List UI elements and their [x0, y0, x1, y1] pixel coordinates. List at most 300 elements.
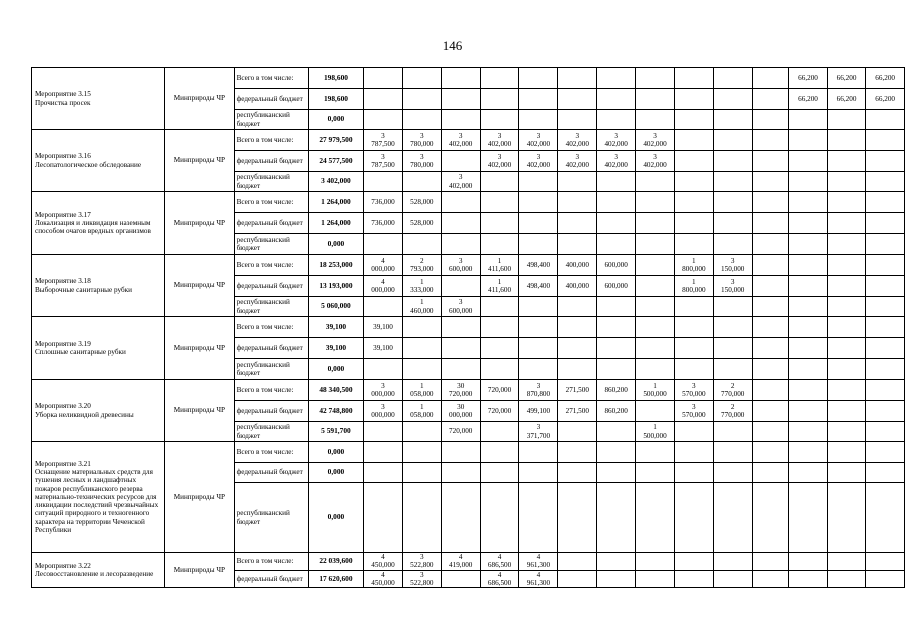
year-value: 3 570,000 [674, 401, 713, 422]
table-row [32, 442, 905, 463]
year-value [519, 89, 558, 110]
year-value [558, 463, 597, 483]
year-value [789, 380, 828, 401]
year-value [752, 553, 789, 571]
total-amount: 198,600 [308, 68, 363, 89]
year-value [827, 130, 866, 151]
year-value [713, 68, 752, 89]
measure-name: Мероприятие 3.19 Сплошные санитарные рубки [32, 317, 165, 380]
year-value [827, 255, 866, 276]
year-value [558, 213, 597, 234]
year-value [480, 213, 519, 234]
year-value: 3 402,000 [636, 151, 675, 172]
funding-source: федеральный бюджет [234, 401, 308, 422]
total-amount: 5 060,000 [308, 297, 363, 317]
year-value [713, 422, 752, 442]
year-value [866, 234, 905, 255]
year-value: 3 780,000 [402, 151, 441, 172]
year-value [827, 359, 866, 380]
year-value [674, 89, 713, 110]
year-value [480, 463, 519, 483]
year-value [713, 130, 752, 151]
year-value [713, 213, 752, 234]
year-value: 3 000,000 [364, 401, 403, 422]
year-value: 39,100 [364, 317, 403, 338]
year-value: 498,400 [519, 276, 558, 297]
year-value: 3 402,000 [558, 130, 597, 151]
year-value [827, 553, 866, 571]
year-value: 3 402,000 [519, 130, 558, 151]
year-value [441, 276, 480, 297]
year-value [597, 463, 636, 483]
year-value [597, 442, 636, 463]
year-value [713, 172, 752, 192]
funding-source: республиканский бюджет [234, 297, 308, 317]
year-value [674, 213, 713, 234]
executor-cell: Минприроды ЧР [165, 380, 234, 442]
year-value [364, 172, 403, 192]
funding-source: Всего в том числе: [234, 317, 308, 338]
year-value [789, 192, 828, 213]
year-value [674, 192, 713, 213]
year-value [866, 110, 905, 130]
year-value [789, 213, 828, 234]
year-value [597, 483, 636, 553]
measure-name: Мероприятие 3.20 Уборка неликвидной древесины [32, 380, 165, 442]
year-value [480, 172, 519, 192]
year-value: 499,100 [519, 401, 558, 422]
year-value [441, 442, 480, 463]
year-value [636, 442, 675, 463]
year-value [674, 317, 713, 338]
year-value [713, 442, 752, 463]
year-value: 1 460,000 [402, 297, 441, 317]
year-value [827, 213, 866, 234]
year-value [519, 192, 558, 213]
year-value [674, 172, 713, 192]
funding-source: Всего в том числе: [234, 192, 308, 213]
year-value: 66,200 [827, 68, 866, 89]
total-amount: 48 340,500 [308, 380, 363, 401]
year-value [866, 276, 905, 297]
year-value [519, 68, 558, 89]
year-value [752, 110, 789, 130]
year-value [752, 483, 789, 553]
year-value [674, 422, 713, 442]
year-value: 3 402,000 [636, 130, 675, 151]
year-value: 4 686,500 [480, 570, 519, 588]
year-value [866, 570, 905, 588]
measure-name: Мероприятие 3.17 Локализация и ликвидация наземным способом очагов вредных организмов [32, 192, 165, 255]
year-value [441, 89, 480, 110]
year-value: 3 402,000 [480, 151, 519, 172]
year-value: 39,100 [364, 338, 403, 359]
year-value: 30 720,000 [441, 380, 480, 401]
year-value: 528,000 [402, 192, 441, 213]
year-value [713, 110, 752, 130]
year-value [866, 130, 905, 151]
total-amount: 1 264,000 [308, 192, 363, 213]
total-amount: 24 577,500 [308, 151, 363, 172]
year-value [597, 89, 636, 110]
year-value: 3 522,800 [402, 570, 441, 588]
year-value [789, 317, 828, 338]
year-value [402, 317, 441, 338]
year-value: 1 333,000 [402, 276, 441, 297]
year-value [827, 110, 866, 130]
year-value [866, 213, 905, 234]
funding-source: федеральный бюджет [234, 338, 308, 359]
year-value: 3 522,800 [402, 553, 441, 571]
year-value: 4 686,500 [480, 553, 519, 571]
year-value: 1 411,600 [480, 276, 519, 297]
year-value [519, 442, 558, 463]
year-value [713, 234, 752, 255]
year-value [636, 297, 675, 317]
year-value [402, 359, 441, 380]
total-amount: 18 253,000 [308, 255, 363, 276]
year-value [789, 297, 828, 317]
year-value: 600,000 [597, 276, 636, 297]
year-value [480, 483, 519, 553]
year-value: 1 500,000 [636, 422, 675, 442]
year-value [636, 234, 675, 255]
year-value [441, 570, 480, 588]
year-value [713, 317, 752, 338]
year-value: 1 058,000 [402, 401, 441, 422]
funding-source: республиканский бюджет [234, 359, 308, 380]
year-value [636, 317, 675, 338]
year-value: 66,200 [866, 68, 905, 89]
year-value [636, 553, 675, 571]
year-value [713, 192, 752, 213]
year-value [752, 213, 789, 234]
year-value [827, 422, 866, 442]
total-amount: 0,000 [308, 359, 363, 380]
year-value [713, 570, 752, 588]
funding-source: Всего в том числе: [234, 68, 308, 89]
year-value [441, 483, 480, 553]
year-value [402, 483, 441, 553]
executor-cell: Минприроды ЧР [165, 442, 234, 553]
year-value [597, 317, 636, 338]
total-amount: 3 402,000 [308, 172, 363, 192]
year-value [441, 192, 480, 213]
total-amount: 17 620,600 [308, 570, 363, 588]
total-amount: 5 591,700 [308, 422, 363, 442]
year-value [636, 255, 675, 276]
year-value [636, 276, 675, 297]
year-value [866, 401, 905, 422]
year-value [636, 110, 675, 130]
year-value [597, 172, 636, 192]
year-value: 1 800,000 [674, 276, 713, 297]
year-value [480, 317, 519, 338]
funding-source: республиканский бюджет [234, 483, 308, 553]
year-value: 3 402,000 [441, 130, 480, 151]
year-value [558, 317, 597, 338]
year-value [827, 151, 866, 172]
year-value [558, 483, 597, 553]
year-value: 3 787,500 [364, 130, 403, 151]
year-value [402, 463, 441, 483]
year-value [674, 483, 713, 553]
year-value [866, 483, 905, 553]
measure-name: Мероприятие 3.21 Оснащение материальных средств для тушения лесных и ландшафтных пожаров республиканского резерва материально-технических ресурсов для ликвидации последствий чрезвычайных ситуаций природного и техногенного характера на территории Чеченской Республики [32, 442, 165, 553]
year-value [364, 483, 403, 553]
year-value: 720,000 [480, 401, 519, 422]
year-value [789, 359, 828, 380]
year-value [636, 483, 675, 553]
executor-cell: Минприроды ЧР [165, 553, 234, 588]
year-value [402, 172, 441, 192]
year-value [558, 110, 597, 130]
year-value: 3 402,000 [558, 151, 597, 172]
year-value: 4 961,300 [519, 570, 558, 588]
table-row [32, 553, 905, 571]
year-value [480, 89, 519, 110]
funding-source: республиканский бюджет [234, 422, 308, 442]
year-value [789, 553, 828, 571]
total-amount: 39,100 [308, 338, 363, 359]
year-value: 3 780,000 [402, 130, 441, 151]
funding-source: Всего в том числе: [234, 380, 308, 401]
year-value [789, 422, 828, 442]
funding-source: Всего в том числе: [234, 553, 308, 571]
year-value [752, 317, 789, 338]
year-value [713, 151, 752, 172]
year-value [402, 68, 441, 89]
total-amount: 0,000 [308, 442, 363, 463]
year-value [713, 338, 752, 359]
year-value [827, 442, 866, 463]
year-value [827, 297, 866, 317]
year-value: 2 793,000 [402, 255, 441, 276]
year-value [789, 151, 828, 172]
year-value [480, 110, 519, 130]
year-value [674, 234, 713, 255]
year-value [519, 110, 558, 130]
year-value [674, 442, 713, 463]
year-value [866, 255, 905, 276]
year-value [480, 442, 519, 463]
year-value [597, 422, 636, 442]
total-amount: 27 979,500 [308, 130, 363, 151]
year-value: 400,000 [558, 255, 597, 276]
year-value: 66,200 [789, 68, 828, 89]
year-value [752, 130, 789, 151]
year-value [558, 442, 597, 463]
year-value [752, 422, 789, 442]
year-value [519, 172, 558, 192]
year-value: 2 770,000 [713, 380, 752, 401]
year-value: 1 411,600 [480, 255, 519, 276]
year-value [866, 297, 905, 317]
year-value [866, 172, 905, 192]
year-value [441, 234, 480, 255]
measure-name: Мероприятие 3.15 Прочистка просек [32, 68, 165, 130]
year-value [827, 192, 866, 213]
year-value [519, 317, 558, 338]
year-value [558, 338, 597, 359]
year-value: 66,200 [866, 89, 905, 110]
year-value: 3 402,000 [519, 151, 558, 172]
funding-source: Всего в том числе: [234, 130, 308, 151]
year-value [789, 130, 828, 151]
year-value [789, 338, 828, 359]
year-value [558, 234, 597, 255]
year-value: 4 000,000 [364, 255, 403, 276]
year-value [866, 380, 905, 401]
year-value: 4 450,000 [364, 570, 403, 588]
year-value [558, 68, 597, 89]
year-value [789, 276, 828, 297]
year-value [597, 213, 636, 234]
year-value [789, 255, 828, 276]
year-value: 3 787,500 [364, 151, 403, 172]
year-value [752, 192, 789, 213]
year-value [713, 297, 752, 317]
year-value: 66,200 [789, 89, 828, 110]
year-value [636, 463, 675, 483]
year-value [789, 442, 828, 463]
year-value: 600,000 [597, 255, 636, 276]
funding-source: федеральный бюджет [234, 570, 308, 588]
year-value: 720,000 [441, 422, 480, 442]
year-value [752, 380, 789, 401]
year-value [636, 338, 675, 359]
year-value [752, 570, 789, 588]
year-value [636, 401, 675, 422]
year-value [827, 401, 866, 422]
year-value [597, 297, 636, 317]
year-value [674, 68, 713, 89]
year-value [636, 192, 675, 213]
year-value [752, 359, 789, 380]
year-value [364, 89, 403, 110]
funding-source: республиканский бюджет [234, 234, 308, 255]
executor-cell: Минприроды ЧР [165, 130, 234, 192]
total-amount: 13 193,000 [308, 276, 363, 297]
measure-name: Мероприятие 3.16 Лесопатологическое обследование [32, 130, 165, 192]
funding-source: федеральный бюджет [234, 463, 308, 483]
year-value [519, 483, 558, 553]
year-value [789, 172, 828, 192]
year-value [866, 192, 905, 213]
year-value: 528,000 [402, 213, 441, 234]
year-value [674, 338, 713, 359]
year-value [674, 110, 713, 130]
year-value [752, 255, 789, 276]
year-value [636, 570, 675, 588]
year-value: 400,000 [558, 276, 597, 297]
total-amount: 39,100 [308, 317, 363, 338]
year-value: 1 058,000 [402, 380, 441, 401]
year-value [827, 276, 866, 297]
year-value [789, 401, 828, 422]
funding-source: республиканский бюджет [234, 110, 308, 130]
year-value [713, 463, 752, 483]
table-row [32, 255, 905, 276]
year-value [441, 359, 480, 380]
year-value [752, 276, 789, 297]
year-value [827, 463, 866, 483]
year-value [674, 463, 713, 483]
year-value: 271,500 [558, 401, 597, 422]
year-value [441, 338, 480, 359]
year-value [558, 570, 597, 588]
year-value: 860,200 [597, 380, 636, 401]
year-value [402, 442, 441, 463]
measure-name: Мероприятие 3.18 Выборочные санитарные рубки [32, 255, 165, 317]
year-value: 3 371,700 [519, 422, 558, 442]
year-value: 3 570,000 [674, 380, 713, 401]
year-value: 4 450,000 [364, 553, 403, 571]
year-value [866, 151, 905, 172]
year-value: 3 000,000 [364, 380, 403, 401]
year-value: 860,200 [597, 401, 636, 422]
funding-source: федеральный бюджет [234, 151, 308, 172]
year-value: 736,000 [364, 192, 403, 213]
year-value [827, 380, 866, 401]
year-value [713, 553, 752, 571]
funding-source: федеральный бюджет [234, 89, 308, 110]
year-value [480, 234, 519, 255]
year-value [597, 68, 636, 89]
year-value [597, 359, 636, 380]
budget-table [31, 67, 905, 588]
year-value [519, 297, 558, 317]
year-value [789, 110, 828, 130]
year-value [636, 172, 675, 192]
year-value [558, 553, 597, 571]
year-value [827, 317, 866, 338]
year-value: 3 600,000 [441, 297, 480, 317]
year-value [789, 463, 828, 483]
year-value: 4 961,300 [519, 553, 558, 571]
year-value [364, 422, 403, 442]
year-value [364, 442, 403, 463]
funding-source: Всего в том числе: [234, 255, 308, 276]
year-value [636, 89, 675, 110]
year-value [789, 483, 828, 553]
executor-cell: Минприроды ЧР [165, 317, 234, 380]
table-row [32, 380, 905, 401]
year-value [480, 68, 519, 89]
year-value [713, 359, 752, 380]
year-value [789, 234, 828, 255]
year-value [752, 89, 789, 110]
total-amount: 198,600 [308, 89, 363, 110]
year-value [558, 297, 597, 317]
year-value [519, 213, 558, 234]
year-value [752, 338, 789, 359]
year-value: 1 500,000 [636, 380, 675, 401]
year-value [402, 89, 441, 110]
year-value: 66,200 [827, 89, 866, 110]
total-amount: 42 748,800 [308, 401, 363, 422]
year-value [480, 297, 519, 317]
page-number: 146 [442, 38, 463, 53]
year-value [752, 234, 789, 255]
year-value [674, 359, 713, 380]
executor-cell: Минприроды ЧР [165, 255, 234, 317]
year-value [441, 68, 480, 89]
year-value [364, 463, 403, 483]
year-value [752, 151, 789, 172]
year-value [866, 553, 905, 571]
year-value [752, 172, 789, 192]
